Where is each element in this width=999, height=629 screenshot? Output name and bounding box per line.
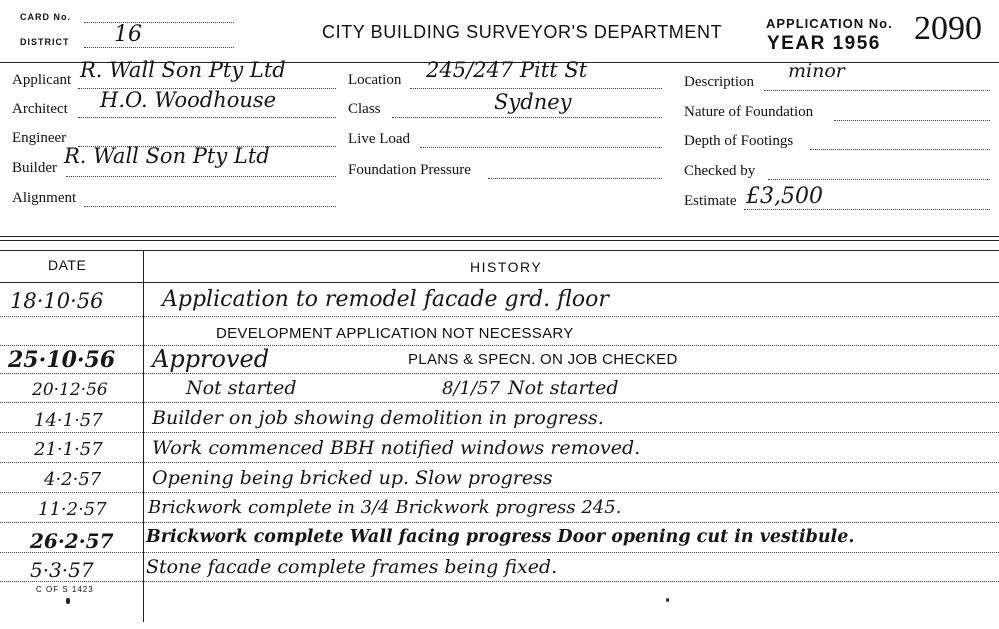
history-text: Approved — [152, 345, 270, 373]
checked-by-dots — [768, 179, 990, 180]
history-date: 25·10·56 — [8, 347, 116, 373]
card-no-dots — [84, 22, 234, 23]
location-value: 245/247 Pitt St — [426, 58, 588, 82]
field-box-bottom-1 — [0, 236, 999, 237]
history-text: Not started — [186, 377, 297, 399]
row-rule — [0, 492, 999, 493]
nature-of-foundation-dots — [834, 120, 990, 121]
row-rule — [0, 373, 999, 374]
plans-checked-stamp: PLANS & SPECN. ON JOB CHECKED — [408, 351, 678, 368]
history-extra-date: 8/1/57 — [442, 378, 500, 399]
history-text: Brickwork complete in 3/4 Brickwork progress 245. — [148, 497, 622, 518]
row-rule — [0, 316, 999, 317]
row-rule — [0, 345, 999, 346]
history-date: 5·3·57 — [30, 558, 94, 582]
live-load-label: Live Load — [348, 131, 411, 147]
district-label: DISTRICT — [20, 37, 70, 47]
history-date: 11·2·57 — [38, 499, 107, 520]
builder-dots — [66, 176, 336, 177]
foundation-pressure-label: Foundation Pressure — [348, 162, 471, 178]
estimate-value: £3,500 — [746, 184, 823, 209]
architect-label: Architect — [12, 101, 68, 117]
row-rule — [0, 522, 999, 523]
ink-mark — [66, 598, 70, 604]
applicant-value: R. Wall Son Pty Ltd — [80, 58, 286, 82]
history-text: Brickwork complete Wall facing progress Door opening cut in vestibule. — [146, 527, 855, 547]
alignment-dots — [84, 206, 336, 207]
history-text: Work commenced BBH notified windows removed. — [152, 437, 641, 459]
field-box-bottom-2 — [0, 240, 999, 241]
class-value: Sydney — [494, 90, 572, 114]
card-no-label: CARD No. — [20, 12, 71, 22]
engineer-label: Engineer — [12, 130, 67, 146]
form-code: C OF S 1423 — [36, 585, 94, 594]
history-header-bottom — [0, 282, 999, 283]
year-label: YEAR 1956 — [767, 33, 881, 54]
alignment-label: Alignment — [12, 190, 77, 206]
depth-of-footings-label: Depth of Footings — [684, 133, 794, 149]
description-label: Description — [684, 74, 754, 90]
history-text: Stone facade complete frames being fixed. — [146, 556, 558, 578]
checked-by-label: Checked by — [684, 163, 756, 179]
application-no-value: 2090 — [914, 10, 982, 47]
row-rule — [0, 462, 999, 463]
history-text: Builder on job showing demolition in progress. — [152, 407, 604, 429]
class-label: Class — [348, 101, 381, 117]
estimate-label: Estimate — [684, 193, 737, 209]
ink-mark — [666, 598, 669, 602]
depth-of-footings-dots — [810, 149, 990, 150]
builder-label: Builder — [12, 160, 57, 176]
department-title: CITY BUILDING SURVEYOR'S DEPARTMENT — [322, 22, 723, 42]
history-extra-text: Not started — [508, 377, 619, 399]
date-column-divider — [143, 250, 144, 622]
row-rule — [0, 552, 999, 553]
development-stamp: DEVELOPMENT APPLICATION NOT NECESSARY — [216, 325, 574, 342]
history-header-top — [0, 250, 999, 251]
date-header: DATE — [48, 257, 87, 273]
architect-dots — [78, 117, 336, 118]
location-label: Location — [348, 72, 402, 88]
row-rule — [0, 402, 999, 403]
estimate-dots — [744, 209, 990, 210]
nature-of-foundation-label: Nature of Foundation — [684, 104, 814, 120]
row-rule — [0, 432, 999, 433]
class-dots — [392, 117, 662, 118]
history-date: 21·1·57 — [34, 439, 103, 460]
row-rule — [0, 581, 999, 582]
history-date: 18·10·56 — [10, 289, 104, 313]
description-value: minor — [788, 60, 845, 82]
application-no-label: APPLICATION No. — [766, 16, 893, 31]
location-dots — [410, 88, 662, 89]
district-dots — [84, 47, 234, 48]
foundation-pressure-dots — [488, 178, 662, 179]
district-value: 16 — [114, 22, 142, 47]
live-load-dots — [420, 147, 662, 148]
history-date: 26·2·57 — [30, 529, 114, 553]
history-text: Opening being bricked up. Slow progress — [152, 467, 553, 489]
builder-value: R. Wall Son Pty Ltd — [64, 144, 270, 168]
history-date: 20·12·56 — [32, 380, 108, 400]
description-dots — [764, 90, 990, 91]
applicant-label: Applicant — [12, 72, 72, 88]
history-header: HISTORY — [470, 259, 543, 275]
architect-value: H.O. Woodhouse — [100, 88, 277, 112]
history-date: 4·2·57 — [44, 469, 102, 490]
history-date: 14·1·57 — [34, 410, 103, 431]
history-text: Application to remodel facade grd. floor — [162, 287, 609, 312]
